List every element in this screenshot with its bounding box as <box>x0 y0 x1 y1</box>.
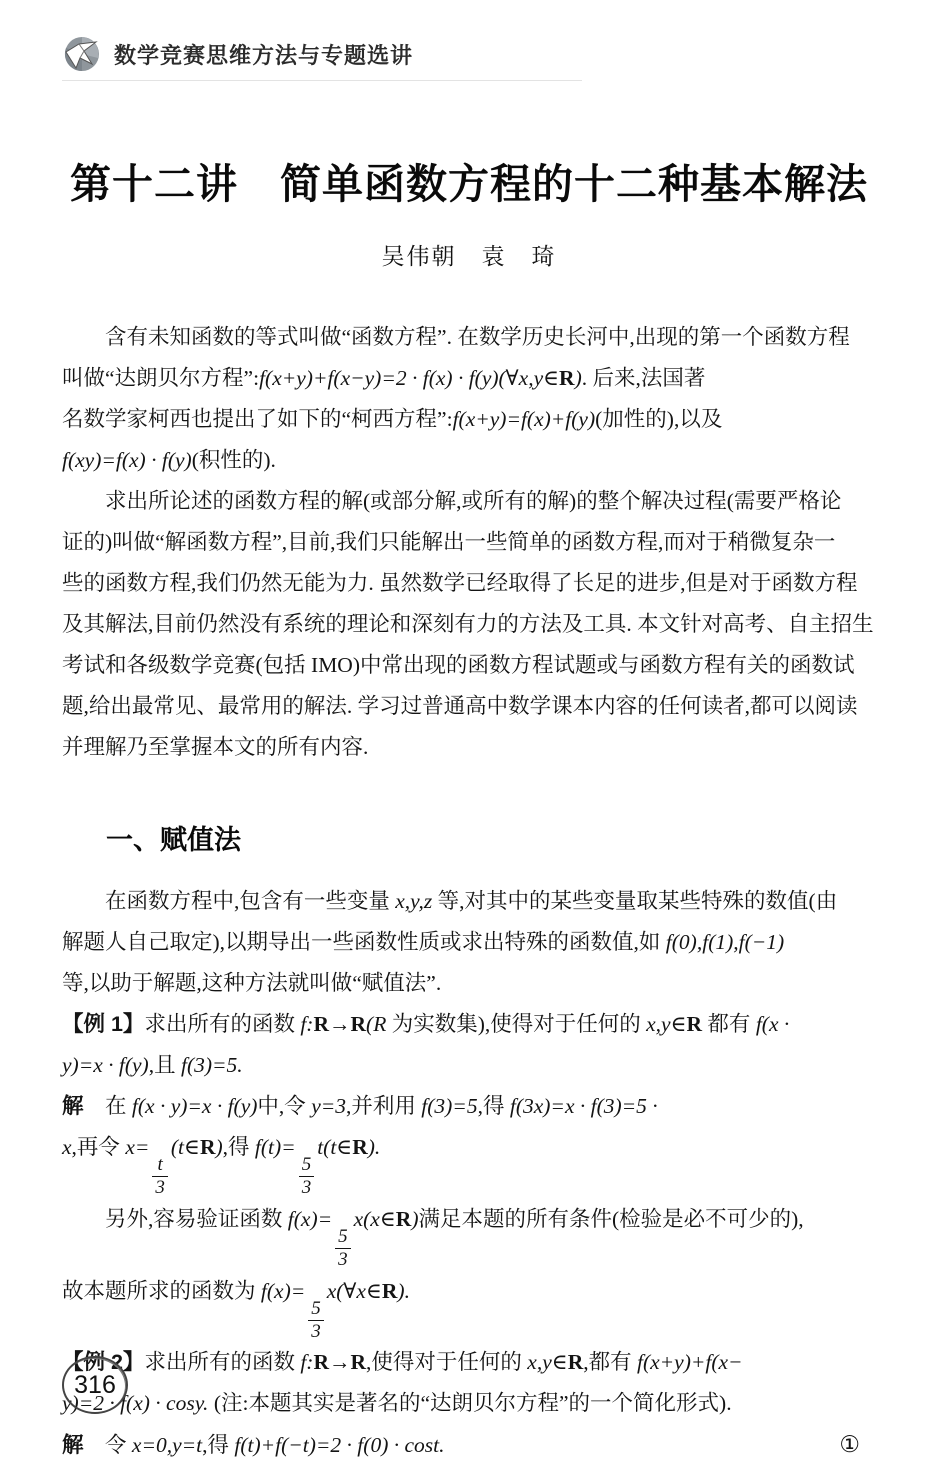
cn-text: 在 <box>83 1094 132 1118</box>
math-text: → <box>329 1012 351 1036</box>
cn-text: (注:本题其实是著名的“达朗贝尔方程”的一个简化形式). <box>208 1391 732 1416</box>
bold-math-symbol: R <box>567 1350 584 1375</box>
chapter-body <box>62 317 876 1466</box>
math-text: f(x+y)=f(x)+f(y) <box>452 407 596 431</box>
cn-text: 考试和各级数学竞赛(包括 IMO)中常出现的函数方程试题或与函数方程有关的函数试 <box>62 653 855 677</box>
math-text: x <box>62 1135 72 1159</box>
text-line <box>62 358 876 399</box>
cn-text: 满足本题的所有条件(检验是必不可少的), <box>418 1206 804 1231</box>
text-line <box>62 1004 876 1045</box>
paragraph <box>62 1199 876 1343</box>
math-text: (t∈ <box>170 1135 200 1159</box>
cn-text: 叫做“达朗贝尔方程”: <box>62 366 260 390</box>
page-number-badge <box>62 1356 128 1414</box>
math-text: ) <box>215 1135 223 1159</box>
cn-text: ,得 <box>222 1135 255 1159</box>
text-line <box>62 1342 876 1383</box>
math-text: x=0,y=t <box>131 1433 203 1458</box>
cn-text: 并理解乃至掌握本文的所有内容. <box>62 735 369 759</box>
bold-math-symbol: R <box>313 1012 329 1036</box>
text-line <box>62 686 876 727</box>
cn-text: 等,对其中的某些变量取某些特殊的数值(由 <box>432 889 838 913</box>
bold-math-symbol: R <box>559 366 575 390</box>
math-text: f(x+y)+f(x−y)=2 · f(x) · f(y)(∀x,y∈ <box>259 366 560 390</box>
bold-math-symbol: R <box>352 1135 368 1159</box>
cn-text: ,且 <box>148 1053 181 1077</box>
math-text: ) <box>411 1206 419 1231</box>
cn-text: 等,以助于解题,这种方法就叫做“赋值法”. <box>62 971 442 995</box>
math-text: x(x∈ <box>353 1206 396 1231</box>
cn-text: 求出所有的函数 <box>144 1350 301 1375</box>
cn-text: 在函数方程中,包含有一些变量 <box>62 889 396 913</box>
cn-text: 中,令 <box>257 1094 312 1118</box>
text-line <box>62 1199 876 1271</box>
math-text: ) <box>574 366 582 390</box>
math-text: ). <box>367 1135 381 1159</box>
math-text: x= <box>125 1135 150 1159</box>
text-line <box>62 1271 876 1343</box>
math-text: f(x)= <box>260 1278 306 1303</box>
math-text: y)=x · f(y) <box>62 1053 149 1077</box>
text-line <box>62 522 876 563</box>
text-line <box>62 563 876 604</box>
cn-text: . 后来,法国著 <box>581 366 706 390</box>
math-text: y=3 <box>311 1094 346 1118</box>
math-text: f(0),f(1),f(−1) <box>665 930 785 954</box>
text-line <box>62 1086 876 1127</box>
page-footer <box>62 1356 128 1414</box>
bold-cn-text: 【例 1】 <box>62 1012 145 1036</box>
math-text: f(t)= <box>254 1135 296 1159</box>
math-text: → <box>329 1350 351 1375</box>
header-series-title: 数学竞赛思维方法与专题选讲 <box>114 42 414 68</box>
fraction: $\frac{5}{3}$ <box>299 1154 315 1199</box>
cn-text: 都有 <box>702 1012 756 1036</box>
text-line <box>62 645 876 686</box>
cn-text: 些的函数方程,我们仍然无能为力. 虽然数学已经取得了长足的进步,但是对于函数方程 <box>62 571 858 595</box>
cn-text: ,都有 <box>583 1350 637 1375</box>
cn-text: 名数学家柯西也提出了如下的“柯西方程”: <box>62 407 453 431</box>
cn-text: 故本题所求的函数为 <box>62 1278 261 1303</box>
bold-cn-text: 解 <box>62 1094 84 1118</box>
publisher-logo-icon <box>62 34 102 74</box>
page-number: 316 <box>74 1370 116 1399</box>
text-line <box>62 317 876 358</box>
math-text: f(t)+f(−t)=2 · f(0) · cost. <box>234 1433 445 1458</box>
cn-text: ,得 <box>477 1094 510 1118</box>
text-line <box>62 727 876 768</box>
cn-text: (积性的). <box>191 448 276 472</box>
paragraph <box>62 1424 876 1466</box>
text-line <box>62 1383 876 1424</box>
math-text: t(t∈ <box>317 1135 353 1159</box>
cn-text: ,得 <box>202 1433 235 1458</box>
cn-text: 题,给出最常见、最常用的解法. 学习过普通高中数学课本内容的任何读者,都可以阅读 <box>62 694 858 718</box>
paragraph <box>62 1004 876 1086</box>
math-text: f(x · <box>755 1012 790 1036</box>
bold-cn-text: 解 <box>62 1433 84 1458</box>
chapter-title: 第十二讲 简单函数方程的十二种基本解法 <box>70 161 868 207</box>
bold-math-symbol: R <box>199 1135 216 1159</box>
math-text: f(x · y)=x · f(y) <box>131 1094 258 1118</box>
bold-math-symbol: R <box>686 1012 703 1036</box>
paragraph <box>62 481 876 768</box>
bold-cn-text: 【例 2】 <box>62 1350 145 1375</box>
text-line <box>62 1127 876 1199</box>
math-text: y)=2 · f(x) · cosy. <box>62 1391 209 1416</box>
bold-math-symbol: R <box>313 1350 329 1375</box>
math-text: x,y,z <box>395 889 433 913</box>
text-line <box>62 604 876 645</box>
text-line <box>62 963 876 1004</box>
equation-number: ① <box>839 1432 860 1458</box>
text-line <box>62 440 876 481</box>
bold-math-symbol: R <box>395 1206 412 1231</box>
bold-math-symbol: R <box>350 1012 367 1036</box>
cn-text: 另外,容易验证函数 <box>62 1206 288 1231</box>
math-text: f(3)=5 <box>421 1094 478 1118</box>
text-line <box>62 881 876 922</box>
cn-text: 证的)叫做“解函数方程”,目前,我们只能解出一些简单的函数方程,而对于稍微复杂一 <box>62 530 836 554</box>
math-text: f(x)= <box>287 1206 333 1231</box>
text-line <box>62 922 876 963</box>
cn-text: 求出所论述的函数方程的解(或部分解,或所有的解)的整个解决过程(需要严格论 <box>62 489 842 513</box>
cn-text: ,并利用 <box>346 1094 422 1118</box>
paragraph <box>62 881 876 1004</box>
paragraph <box>62 1342 876 1424</box>
cn-text: 令 <box>83 1433 132 1458</box>
cn-text: 解题人自己取定),以期导出一些函数性质或求出特殊的函数值,如 <box>62 930 666 954</box>
cn-text: 含有未知函数的等式叫做“函数方程”. 在数学历史长河中,出现的第一个函数方程 <box>62 325 850 349</box>
text-line <box>62 481 876 522</box>
math-text: f: <box>300 1012 314 1036</box>
math-text: (R <box>366 1012 387 1036</box>
math-text: ). <box>397 1278 410 1303</box>
fraction: $\frac{5}{3}$ <box>335 1226 351 1271</box>
math-text: x,y∈ <box>527 1350 568 1375</box>
text-line <box>62 399 876 440</box>
bold-math-symbol: R <box>350 1350 367 1375</box>
section-heading: 一、赋值法 <box>106 825 241 855</box>
authors: 吴伟朝 袁 琦 <box>381 244 557 269</box>
fraction: $\frac{t}{3}$ <box>152 1154 168 1199</box>
math-text: f(3x)=x · f(3)=5 · <box>509 1094 658 1118</box>
running-header <box>62 34 582 81</box>
math-text: f(x+y)+f(x− <box>636 1350 743 1375</box>
math-text: x,y∈ <box>646 1012 687 1036</box>
cn-text: ,再令 <box>71 1135 126 1159</box>
paragraph <box>62 317 876 481</box>
cn-text: (加性的),以及 <box>595 407 723 431</box>
cn-text: 及其解法,目前仍然没有系统的理论和深刻有力的方法及工具. 本文针对高考、自主招生 <box>62 612 874 636</box>
cn-text: 求出所有的函数 <box>144 1012 301 1036</box>
text-line <box>62 1045 876 1086</box>
cn-text: ,使得对于任何的 <box>366 1350 528 1375</box>
math-text: f(3)=5. <box>180 1053 243 1077</box>
bold-math-symbol: R <box>381 1278 398 1303</box>
cn-text: 为实数集),使得对于任何的 <box>386 1012 647 1036</box>
text-line <box>62 1424 876 1466</box>
math-text: f(xy)=f(x) · f(y) <box>62 448 192 472</box>
math-text: f: <box>300 1350 314 1375</box>
fraction: $\frac{5}{3}$ <box>308 1298 324 1343</box>
paragraph <box>62 1086 876 1199</box>
math-text: x(∀x∈ <box>326 1278 382 1303</box>
